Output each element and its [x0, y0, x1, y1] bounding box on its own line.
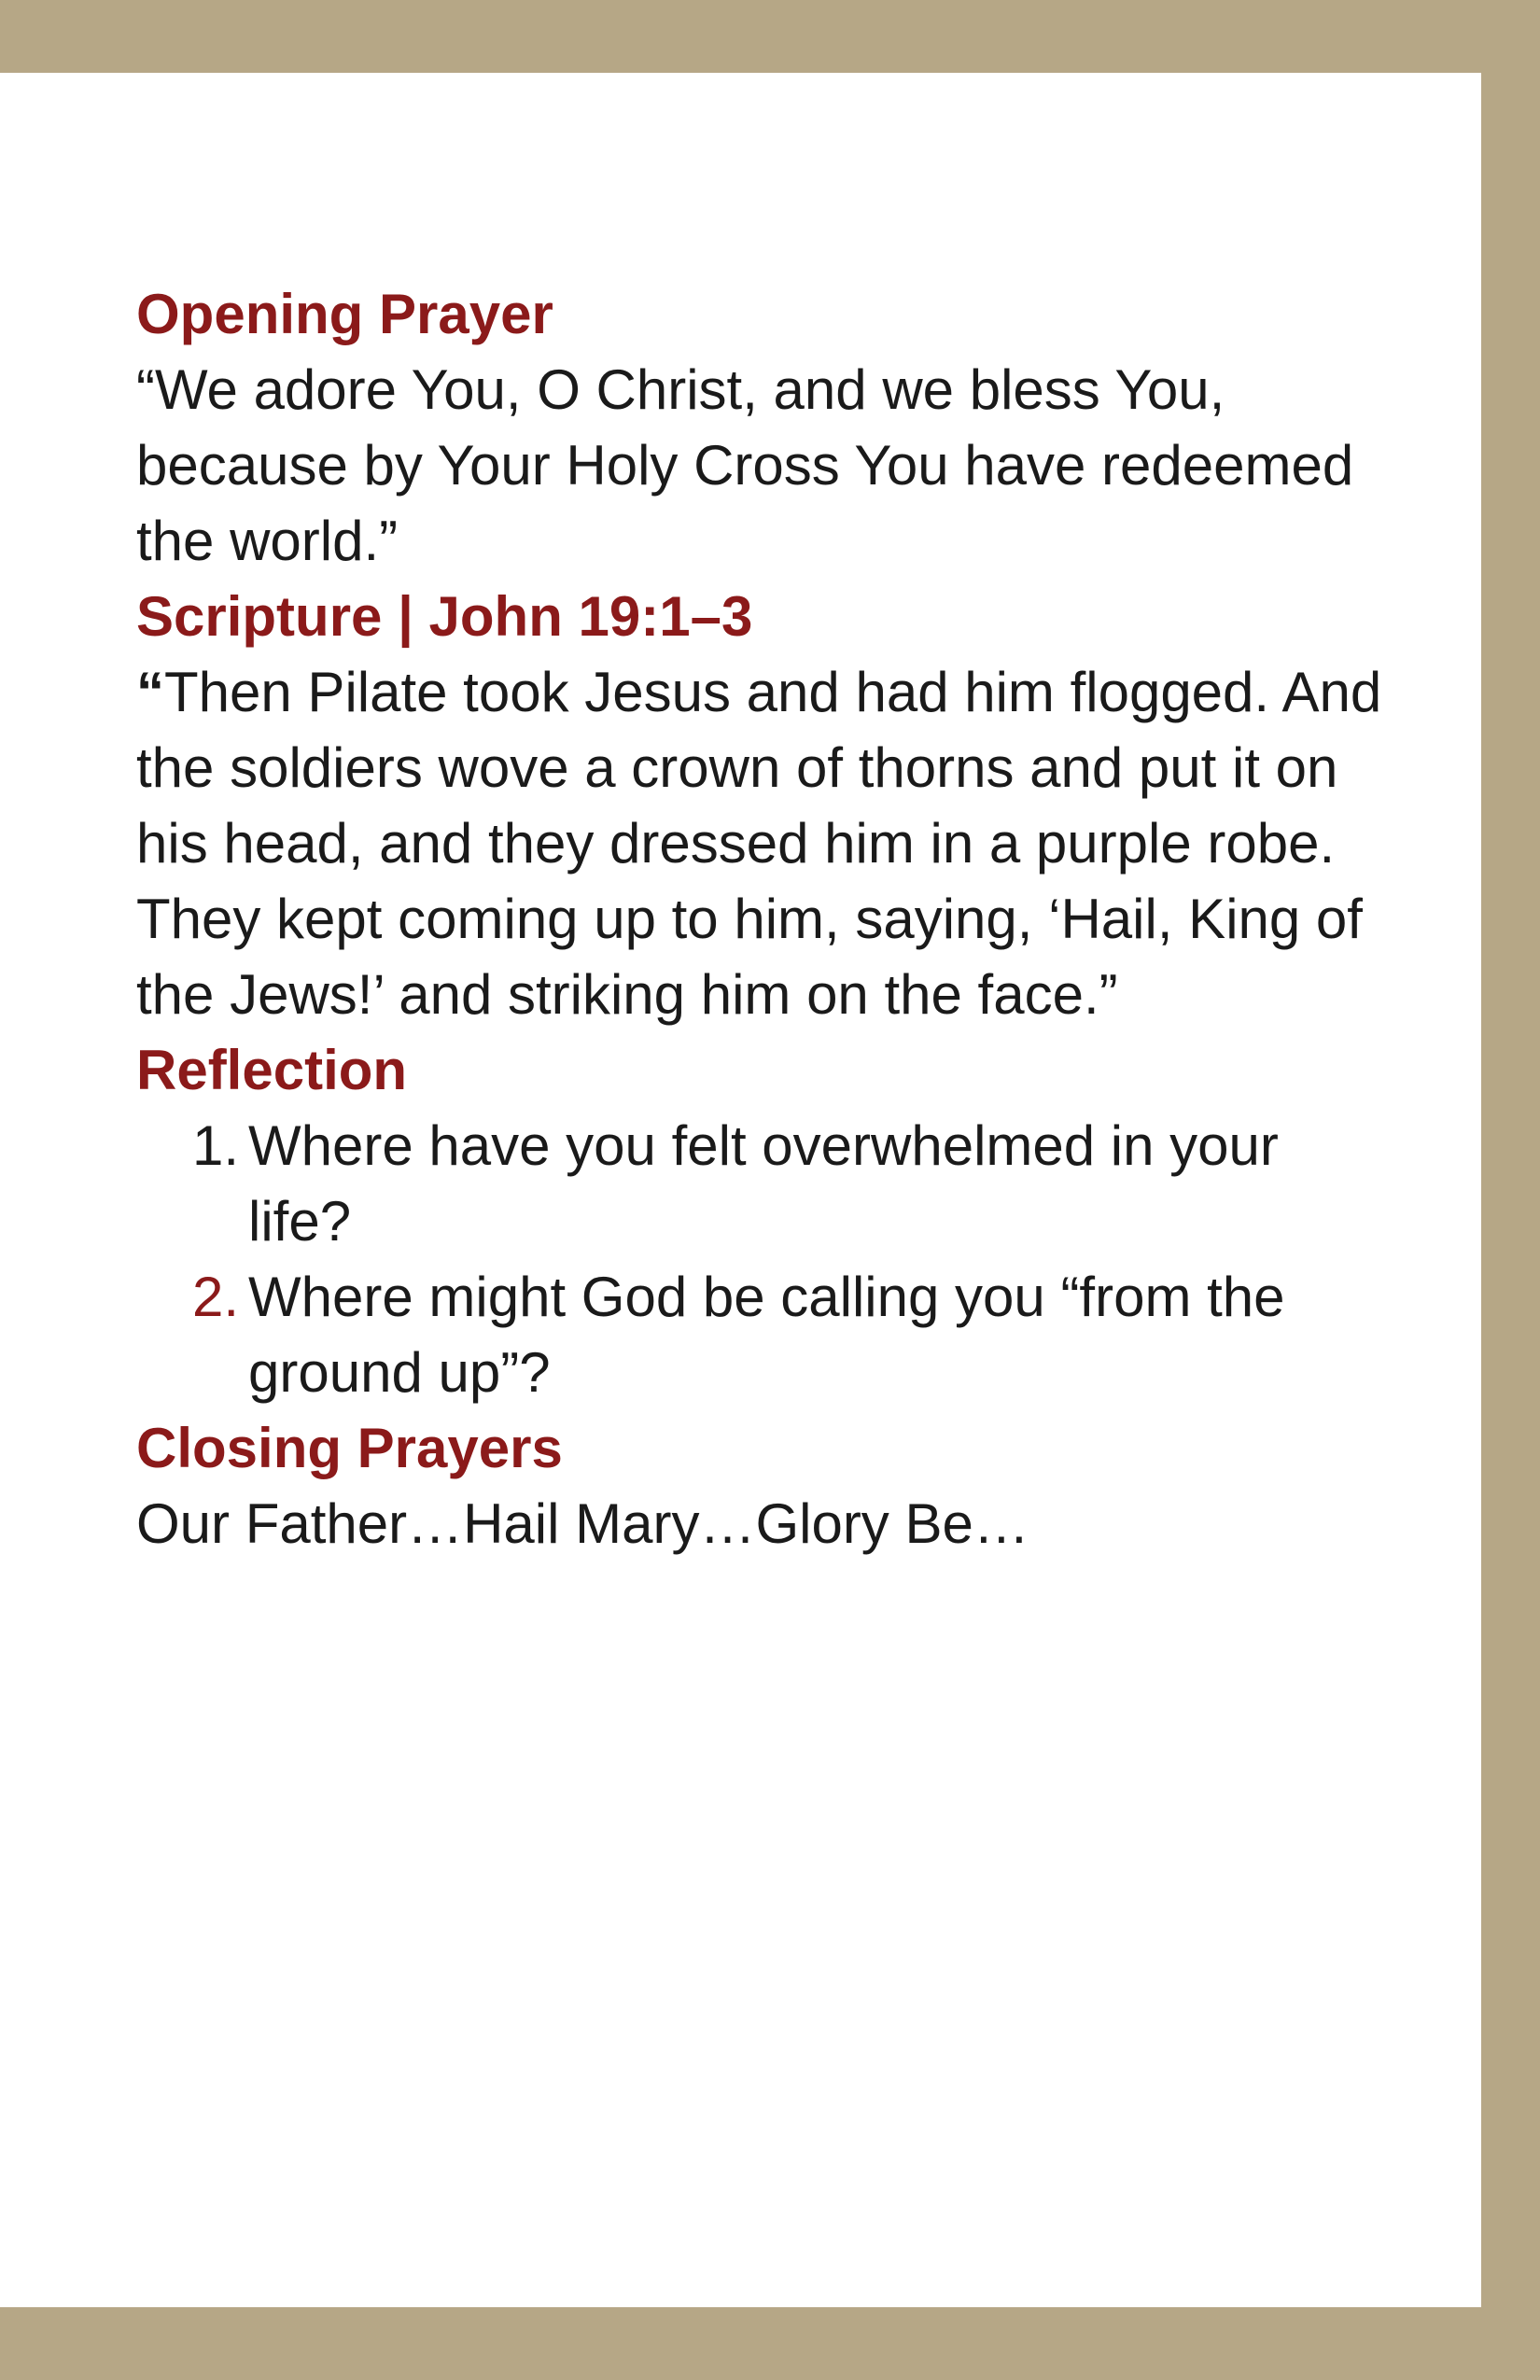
reflection-item-number: 2.: [192, 1266, 240, 1328]
opening-prayer-text: “We adore You, O Christ, and we bless You, because by Your Holy Cross You have redeemed the world.”: [136, 358, 1354, 572]
closing-prayers-text: Our Father…Hail Mary…Glory Be…: [136, 1492, 1029, 1555]
scripture-text: Then Pilate took Jesus and had him flogged. And the soldiers wove a crown of thorns and put it on his head, and they dressed him in a purple robe. They kept coming up to him, saying, ‘Hail, King of the Jews!’ and striking him on the face.”: [136, 661, 1382, 1026]
reflection-item-text: Where have you felt overwhelmed in your life?: [248, 1114, 1279, 1253]
scripture-passage: [136, 654, 1387, 1032]
reflection-item: [136, 1108, 1387, 1259]
reflection-list: [136, 1108, 1387, 1410]
prayer-content: [136, 276, 1387, 1561]
reflection-item: [136, 1259, 1387, 1410]
reflection-item-number: 1.: [192, 1114, 240, 1177]
page-sheet: [0, 73, 1481, 2307]
scripture-open-quote: “: [136, 661, 164, 723]
closing-prayers-heading: Closing Prayers: [136, 1417, 563, 1479]
scripture-heading: Scripture | John 19:1–3: [136, 585, 753, 648]
opening-prayer-heading: Opening Prayer: [136, 283, 553, 345]
reflection-heading: Reflection: [136, 1039, 408, 1101]
reflection-item-text: Where might God be calling you “from the ground up”?: [248, 1266, 1285, 1404]
